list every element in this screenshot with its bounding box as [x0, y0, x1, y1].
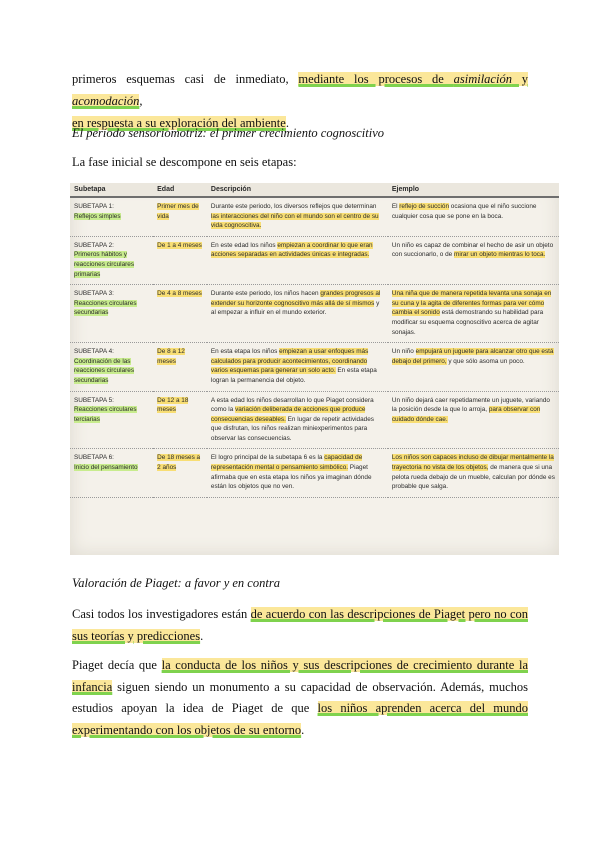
stage-desc: Inicio del pensamiento: [74, 464, 138, 472]
ex-text: Un niño es capaz de combinar el hecho de asir un objeto con succionarlo, o de: [391, 241, 554, 259]
description-cell: [207, 343, 388, 391]
paragraph-observation: [72, 655, 528, 741]
intro-term-asimilacion: asimilación: [453, 72, 512, 86]
stage-name: SUBETAPA 3:: [74, 290, 114, 298]
age-value: De 4 a 8 meses: [157, 290, 202, 298]
desc-text: Piaget afirmaba que en esta etapa los niños ya imaginan dónde están los objetos que no ven.: [210, 464, 372, 491]
stage-cell: [70, 197, 153, 236]
table-row: [70, 197, 559, 236]
age-value: De 12 a 18 meses: [157, 396, 189, 414]
intro-text-8: .: [285, 116, 289, 130]
description-cell: [207, 197, 388, 236]
example-cell: [388, 449, 559, 497]
table-header-row: [70, 183, 559, 197]
desc-highlight: grandes progresos al extender su horizonte cognoscitivo más allá de sí mismos: [210, 290, 381, 307]
age-value: De 1 a 4 meses: [157, 241, 202, 249]
ex-highlight: reflejo de succión: [399, 203, 450, 210]
ex-highlight: empujará un juguete para alcanzar otro que está debajo del primero,: [391, 348, 554, 365]
intro-text-4: y: [511, 72, 529, 86]
stage-desc: Primeros hábitos y reacciones circulares primarias: [74, 251, 135, 278]
table-row: [70, 236, 559, 284]
stage-name: SUBETAPA 2:: [74, 241, 114, 249]
desc-text: En esta etapa los niños: [210, 348, 280, 356]
ex-text: Un niño dejará caer repetidamente un juguete, variando la posición desde la que lo arroja,: [391, 396, 550, 414]
desc-text: En este edad los niños: [210, 241, 278, 249]
para1-end: .: [200, 629, 204, 643]
stage-cell: [70, 343, 153, 391]
header-descripcion: Descripción: [207, 183, 388, 197]
header-ejemplo: Ejemplo: [388, 183, 559, 197]
ex-text: El: [391, 203, 400, 210]
header-subetapa: Subetapa: [70, 183, 153, 197]
stage-desc: Reflejos simples: [74, 212, 121, 220]
table-row: [70, 285, 559, 343]
ex-text: ocasiona que el niño succione cualquier cosa que se pone en la boca.: [391, 203, 537, 220]
table-row: [70, 391, 559, 449]
stage-cell: [70, 449, 153, 497]
age-cell: [153, 236, 207, 284]
example-cell: [388, 343, 559, 391]
description-cell: [207, 236, 388, 284]
desc-highlight: empiezan a coordinar lo que eran acciones separadas en actividades únicas e integradas.: [210, 241, 373, 259]
ex-highlight: para observar con cuidado dónde cae.: [391, 406, 541, 423]
desc-highlight: las interacciones del niño con el mundo son el centro de su vida cognoscitiva.: [210, 212, 379, 230]
age-cell: [153, 285, 207, 343]
intro-text-6: ,: [139, 94, 143, 108]
para2-end: .: [301, 722, 305, 737]
table-row: [70, 449, 559, 497]
intro-highlight-2: en respuesta a su exploración del ambiente: [72, 116, 286, 130]
stage-name: SUBETAPA 1:: [74, 203, 114, 210]
para2-highlight-2: los niños aprenden acerca del mundo experimentando con los objetos de su entorno: [72, 701, 528, 737]
stage-desc: Coordinación de las reacciones circulares secundarias: [74, 357, 135, 384]
valoracion-heading: Valoración de Piaget: a favor y en contra: [72, 576, 280, 590]
desc-text: y al empezar a influir en el mundo exterior.: [210, 299, 380, 317]
desc-text: A esta edad los niños desarrollan lo que Piaget considera como la: [210, 396, 374, 414]
ex-text: de manera que si una pelota rueda debajo de un mueble, calculan por dónde es probable que salga.: [391, 464, 555, 491]
intro-text-1: primeros esquemas casi de inmediato,: [72, 72, 299, 86]
age-cell: [153, 197, 207, 236]
stage-name: SUBETAPA 5:: [74, 396, 114, 404]
para2-text-mid: siguen siendo un monumento a su capacidad de observación. Además, muchos estudios apoyan la idea de Piaget de que: [72, 679, 528, 715]
age-value: Primer mes de vida: [157, 203, 199, 220]
ex-text: y que sólo asoma un poco.: [446, 357, 525, 365]
ex-text: Un niño: [391, 348, 416, 356]
para2-text: Piaget decía que: [72, 658, 162, 672]
substages-table: [70, 183, 559, 498]
example-cell: [388, 285, 559, 343]
para2-highlight-1: la conducta de los niños y sus descripciones de crecimiento durante la infancia: [72, 658, 528, 694]
lead-sentence: La fase inicial se descompone en seis etapas:: [72, 155, 297, 169]
paragraph-consensus: [72, 603, 528, 647]
desc-text: Durante este periodo, los diversos reflejos que determinan: [210, 203, 377, 210]
description-cell: [207, 285, 388, 343]
age-cell: [153, 449, 207, 497]
desc-text: Durante este periodo, los niños hacen: [210, 290, 321, 298]
para1-highlight: de acuerdo con las descripciones de Piaget pero no con sus teorías y predicciones: [72, 607, 528, 643]
stage-cell: [70, 391, 153, 449]
desc-highlight: empiezan a usar enfoques más calculados para producir acontecimientos, coordinando varios esquemas para generar un solo acto.: [210, 348, 369, 375]
desc-highlight: variación deliberada de acciones que produce consecuencias deseables.: [210, 406, 366, 423]
section-subheading: El período sensoriomotriz: el primer crecimiento cognoscitivo: [72, 126, 384, 140]
age-value: De 18 meses a 2 años: [157, 454, 201, 472]
stage-desc: Reacciones circulares terciarias: [74, 406, 137, 423]
ex-highlight: mirar un objeto mientras lo toca.: [454, 251, 546, 259]
textbook-table-photo: [70, 183, 559, 555]
example-cell: [388, 236, 559, 284]
example-cell: [388, 197, 559, 236]
example-cell: [388, 391, 559, 449]
stage-cell: [70, 236, 153, 284]
description-cell: [207, 391, 388, 449]
stage-name: SUBETAPA 6:: [74, 454, 114, 462]
table-row: [70, 343, 559, 391]
stage-desc: Reacciones circulares secundarias: [74, 299, 137, 317]
description-cell: [207, 449, 388, 497]
age-cell: [153, 391, 207, 449]
age-value: De 8 a 12 meses: [157, 348, 185, 365]
ex-highlight: Una niña que de manera repetida levanta una sonaja en su cuna y la agita de diferentes formas para ver cómo cambia el sonido: [391, 290, 552, 317]
ex-highlight: Los niños son capaces incluso de dibujar mentalmente la trayectoria no vista de los objetos,: [391, 454, 554, 472]
desc-text: En esta etapa logran la permanencia del objeto.: [210, 367, 377, 384]
stage-name: SUBETAPA 4:: [74, 348, 114, 356]
ex-text: está demostrando su habilidad para modificar su esquema cognoscitivo acerca de agitar sonajas.: [391, 309, 544, 336]
intro-term-acomodacion: acomodación: [72, 94, 140, 108]
desc-highlight: capacidad de representación mental o pensamiento simbólico.: [210, 454, 363, 472]
desc-text: En lugar de repetir actividades que disfrutan, los niños realizan miniexperimentos para observar las consecuencias.: [210, 415, 374, 442]
header-edad: Edad: [153, 183, 207, 197]
desc-text: El logro principal de la subetapa 6 es la: [210, 454, 325, 462]
intro-text-2: mediante los procesos de: [298, 72, 454, 86]
stage-cell: [70, 285, 153, 343]
age-cell: [153, 343, 207, 391]
para1-text: Casi todos los investigadores están: [72, 607, 251, 621]
